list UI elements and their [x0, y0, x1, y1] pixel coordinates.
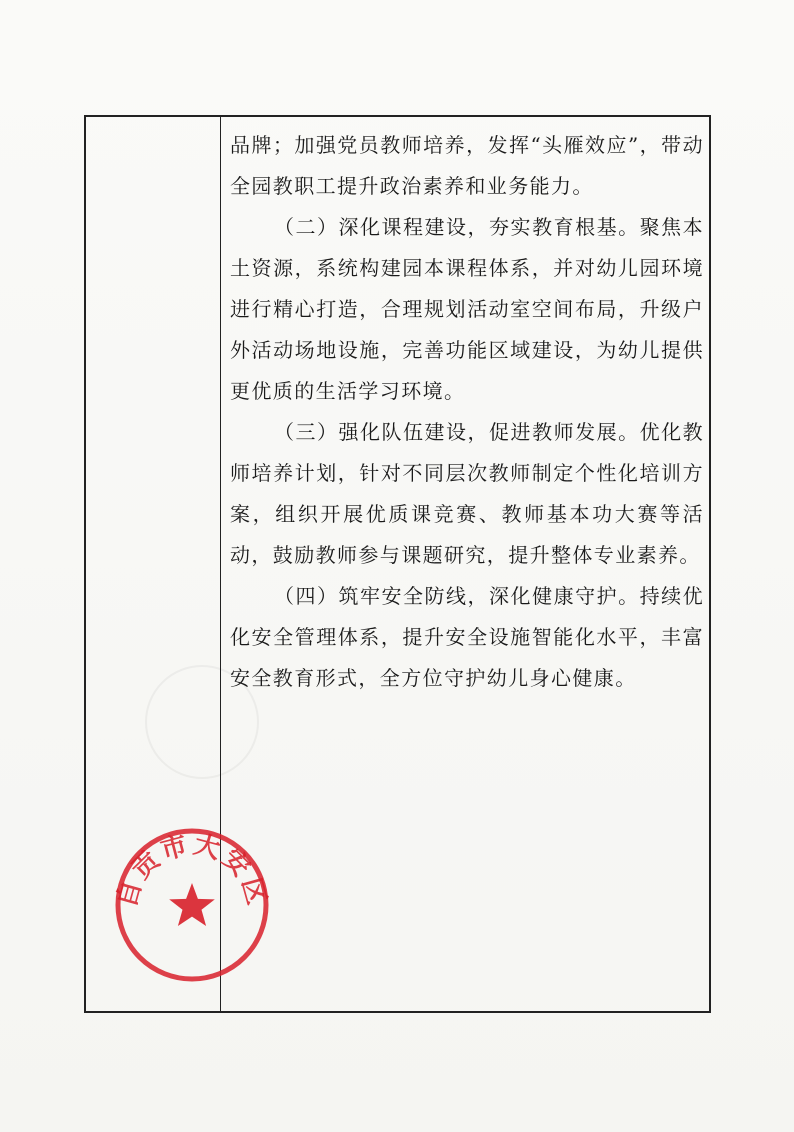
paragraph-1: 品牌；加强党员教师培养，发挥“头雁效应”，带动全园教职工提升政治素养和业务能力。: [230, 133, 704, 198]
paragraph-2: （二）深化课程建设，夯实教育根基。聚焦本土资源，系统构建园本课程体系，并对幼儿园环境进行精心打造，合理规划活动室空间布局，升级户外活动场地设施，完善功能区域建设，为幼儿提供更优质的生活学习环境。: [230, 215, 704, 403]
seal-star-icon: [169, 883, 215, 926]
paragraph-4: （四）筑牢安全防线，深化健康守护。持续优化安全管理体系，提升安全设施智能化水平，丰富安全教育形式，全方位守护幼儿身心健康。: [230, 584, 704, 690]
content-cell: [230, 125, 704, 699]
seal-text: 自贡市大安区: [112, 829, 272, 911]
official-seal: [112, 825, 272, 985]
paragraph-3: （三）强化队伍建设，促进教师发展。优化教师培养计划，针对不同层次教师制定个性化培训方案，组织开展优质课竞赛、教师基本功大赛等活动，鼓励教师参与课题研究，提升整体专业素养。: [230, 420, 704, 567]
